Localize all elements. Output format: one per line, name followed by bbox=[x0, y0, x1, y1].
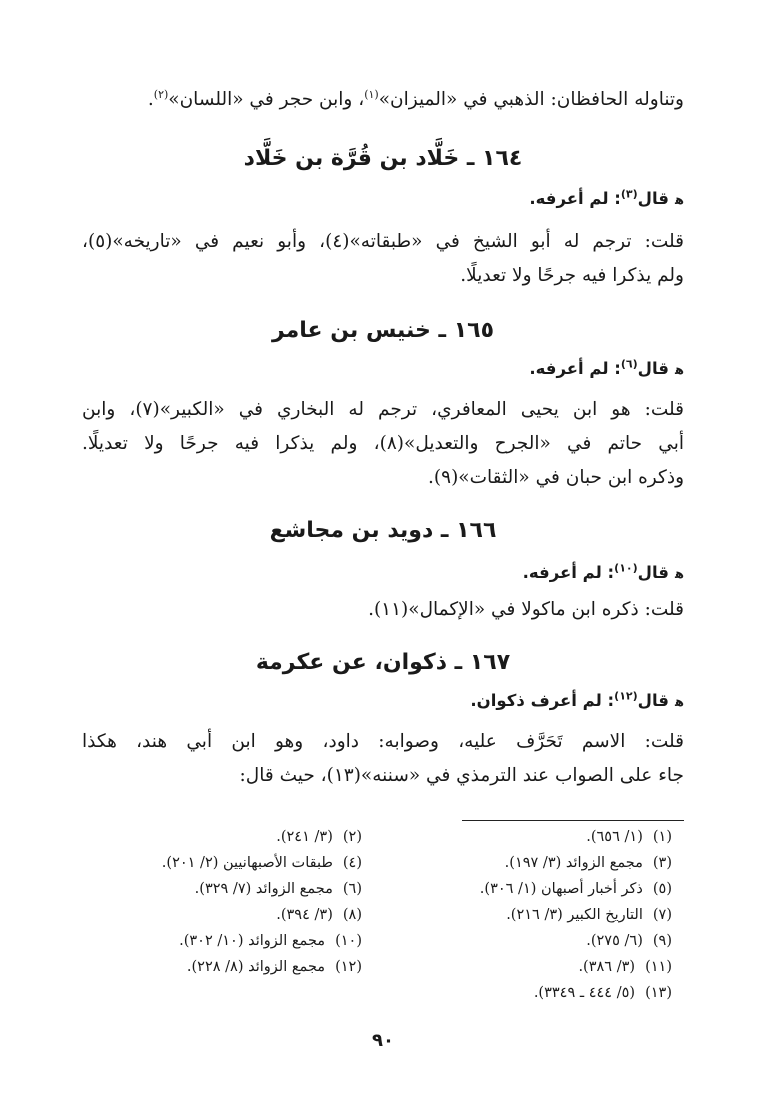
footnote-divider bbox=[462, 820, 684, 821]
entry-164-line-2: ولم يذكرا فيه جرحًا ولا تعديلًا. bbox=[460, 265, 684, 286]
footnote-3: (٣)مجمع الزوائد (٣/ ١٩٧). bbox=[504, 855, 672, 871]
said-line-165: ﻫقال$^{(٦)}$: لم أعرفه. bbox=[529, 357, 684, 378]
footnote-8: (٨)(٣/ ٣٩٤). bbox=[276, 907, 362, 923]
entry-heading-166: ١٦٦ ـ دويد بن مجاشع bbox=[269, 518, 497, 543]
entry-165-line-3: وذكره ابن حبان في «الثقات»(٩). bbox=[428, 467, 684, 488]
said-line-164: ﻫقال$^{(٣)}$: لم أعرفه. bbox=[529, 187, 684, 208]
intro-line: وتناوله الحافظان: الذهبي في «الميزان»$^{(١)}$، وابن حجر في «اللسان»$^{(٢)}$. bbox=[147, 87, 684, 110]
entry-heading-164: ١٦٤ ـ خَلَّاد بن قُرَّة بن خَلَّاد bbox=[243, 146, 523, 171]
footnote-1: (١)(١/ ٦٥٦). bbox=[586, 829, 672, 845]
said-line-167: ﻫقال$^{(١٢)}$: لم أعرف ذكوان. bbox=[470, 689, 684, 710]
entry-167-line-2: جاء على الصواب عند الترمذي في «سننه»(١٣)، حيث قال: bbox=[239, 765, 684, 786]
page-number: ٩٠ bbox=[372, 1030, 394, 1051]
said-line-166: ﻫقال$^{(١٠)}$: لم أعرفه. bbox=[522, 561, 684, 582]
footnote-9: (٩)(٦/ ٢٧٥). bbox=[586, 933, 672, 949]
entry-heading-165: ١٦٥ ـ خنيس بن عامر bbox=[271, 318, 495, 343]
entry-164-line-1: قلت: ترجم له أبو الشيخ في «طبقاته»(٤)، وأبو نعيم في «تاريخه»(٥)، bbox=[82, 231, 684, 252]
entry-167-line-1: قلت: الاسم تَحَرَّف عليه، وصوابه: داود، وهو ابن أبي هند، هكذا bbox=[82, 731, 684, 752]
footnote-6: (٦)مجمع الزوائد (٧/ ٣٢٩). bbox=[194, 881, 362, 897]
footnote-4: (٤)طبقات الأصبهانيين (٢/ ٢٠١). bbox=[161, 855, 362, 871]
footnote-13: (١٣)(٥/ ٤٤٤ ـ ٣٣٤٩). bbox=[533, 985, 672, 1001]
footnote-7: (٧)التاريخ الكبير (٣/ ٢١٦). bbox=[506, 907, 672, 923]
entry-166-line-1: قلت: ذكره ابن ماكولا في «الإكمال»(١١). bbox=[368, 599, 684, 620]
entry-165-line-1: قلت: هو ابن يحيى المعافري، ترجم له البخاري في «الكبير»(٧)، وابن bbox=[82, 399, 685, 420]
footnote-11: (١١)(٣/ ٣٨٦). bbox=[578, 959, 672, 975]
footnote-12: (١٢)مجمع الزوائد (٨/ ٢٢٨). bbox=[186, 959, 362, 975]
entry-heading-167: ١٦٧ ـ ذكوان، عن عكرمة bbox=[255, 650, 511, 675]
entry-165-line-2: أبي حاتم في «الجرح والتعديل»(٨)، ولم يذكرا فيه جرحًا ولا تعديلًا. bbox=[82, 433, 684, 454]
footnote-10: (١٠)مجمع الزوائد (١٠/ ٣٠٢). bbox=[179, 933, 362, 949]
footnote-2: (٢)(٣/ ٢٤١). bbox=[276, 829, 362, 845]
footnote-5: (٥)ذكر أخبار أصبهان (١/ ٣٠٦). bbox=[479, 881, 672, 897]
